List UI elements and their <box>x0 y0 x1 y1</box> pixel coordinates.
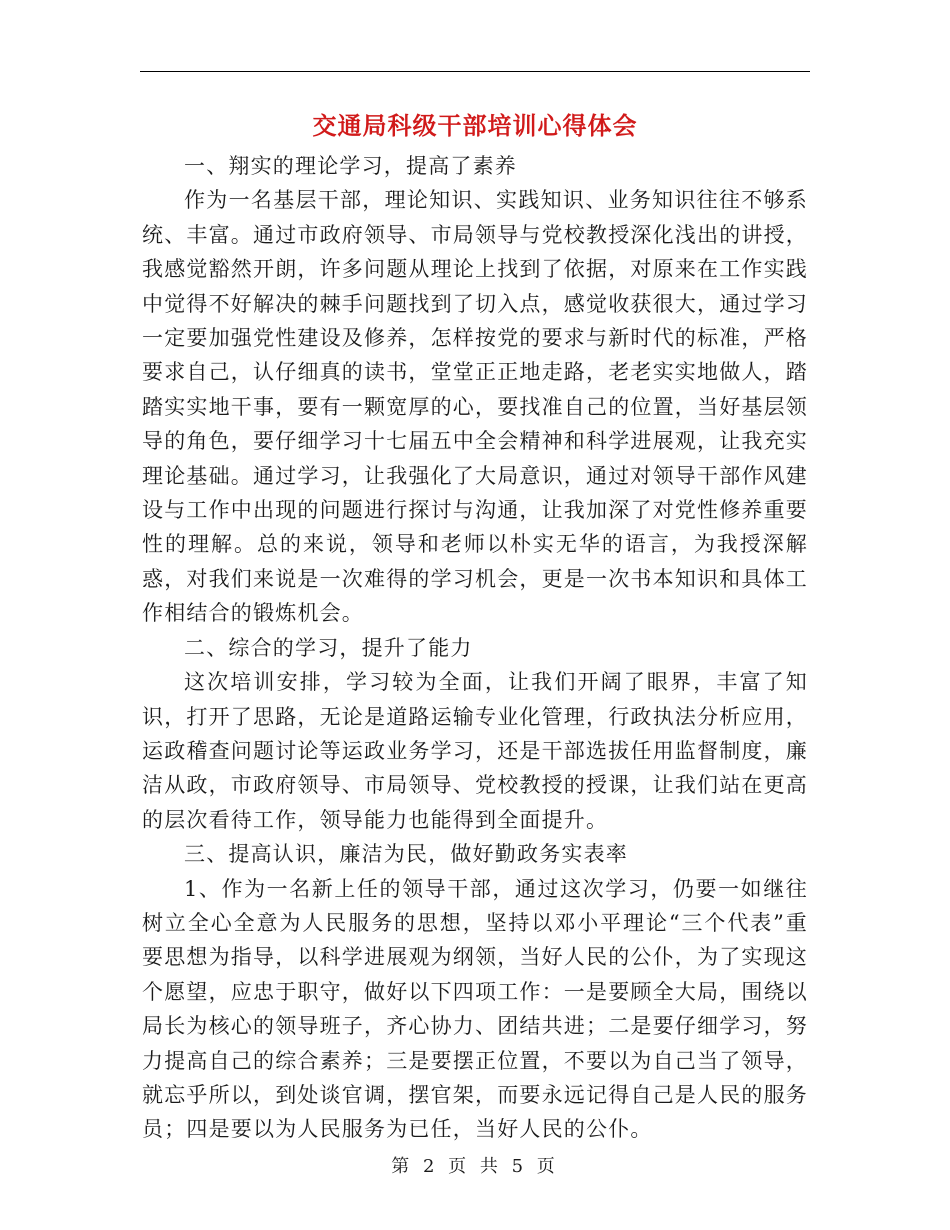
document-title: 交通局科级干部培训心得体会 <box>312 111 638 140</box>
document-body <box>142 149 808 1147</box>
section-heading-2: 二、综合的学习，提升了能力 <box>184 635 473 660</box>
body-paragraph-2: 这次培训安排，学习较为全面，让我们开阔了眼界，丰富了知识，打开了思路，无论是道路运输专业化管理，行政执法分析应用，运政稽查问题讨论等运政业务学习，还是干部选拔任用监督制度，廉洁从政，市政府领导、市局领导、党校教授的授课，让我们站在更高的层次看待工作，领导能力也能得到全面提升。 <box>142 670 808 832</box>
body-paragraph-3: 1、作为一名新上任的领导干部，通过这次学习，仍要一如继往树立全心全意为人民服务的思想，坚持以邓小平理论“三个代表”重要思想为指导，以科学进展观为纲领，当好人民的公仆，为了实现这个愿望，应忠于职守，做好以下四项工作：一是要顾全大局，围绕以局长为核心的领导班子，齐心协力、团结共进；二是要仔细学习，努力提高自己的综合素养；三是要摆正位置，不要以为自己当了领导，就忘乎所以，到处谈官调，摆官架，而要永远记得自己是人民的服务员；四是要以为人民服务为已任，当好人民的公仆。 <box>142 876 808 1142</box>
section-heading-1: 一、翔实的理论学习，提高了素养 <box>184 154 517 178</box>
section-heading-3: 三、提高认识，廉洁为民，做好勤政务实表率 <box>184 842 628 867</box>
header-rule <box>140 71 810 72</box>
body-paragraph-1: 作为一名基层干部，理论知识、实践知识、业务知识往往不够系统、丰富。通过市政府领导、市局领导与党校教授深化浅出的讲授，我感觉豁然开朗，许多问题从理论上找到了依据，对原来在工作实践中觉得不好解决的棘手问题找到了切入点，感觉收获很大，通过学习一定要加强党性建设及修养，怎样按党的要求与新时代的标准，严格要求自己，认仔细真的读书，堂堂正正地走路，老老实实地做人，踏踏实实地干事，要有一颗宽厚的心，要找准自己的位置，当好基层领导的角色，要仔细学习十七届五中全会精神和科学进展观，让我充实理论基础。通过学习，让我强化了大局意识，通过对领导干部作风建设与工作中出现的问题进行探讨与沟通，让我加深了对党性修养重要性的理解。总的来说，领导和老师以朴实无华的语言，为我授深解惑，对我们来说是一次难得的学习机会，更是一次书本知识和具体工作相结合的锻炼机会。 <box>142 188 808 626</box>
page-number: 第 2 页 共 5 页 <box>391 1156 559 1177</box>
